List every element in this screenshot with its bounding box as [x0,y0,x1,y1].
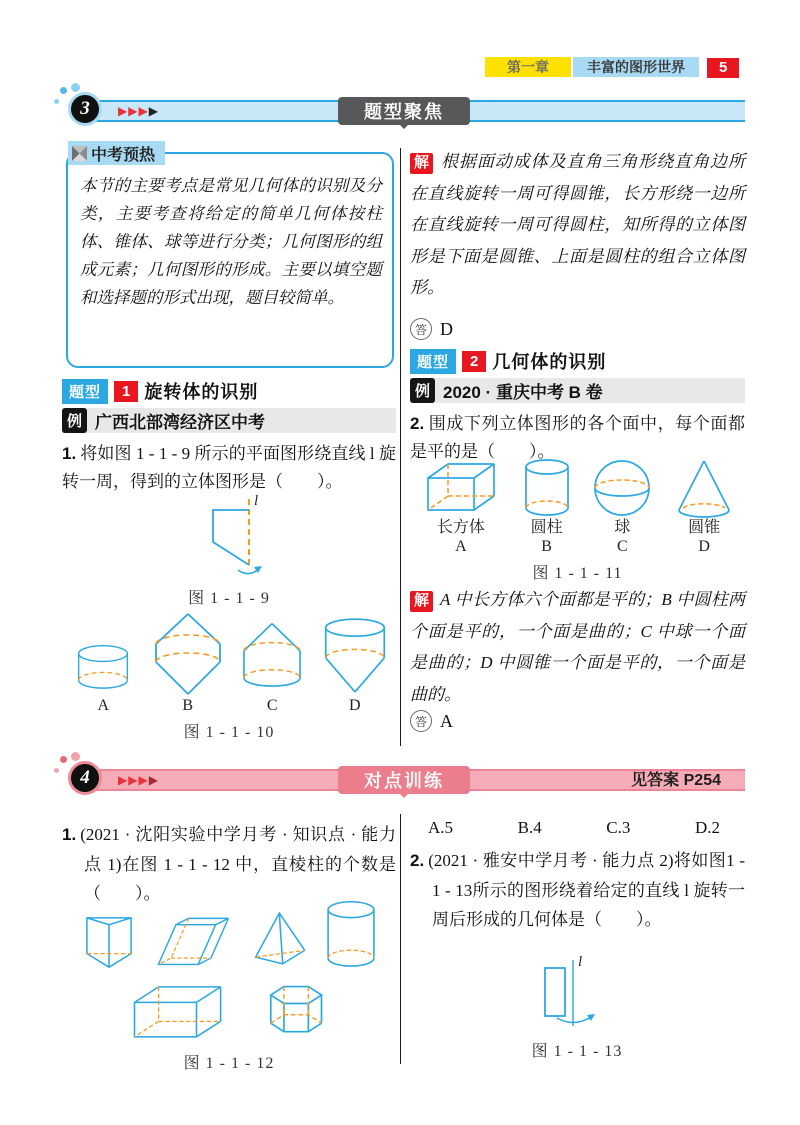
cone-on-cylinder-figure [238,620,306,696]
solid-cuboid [421,458,501,556]
answer-row-1 [410,318,453,340]
answer-reference: 见答案 P254 [631,772,721,789]
training-section-number: 4 [68,761,102,795]
question-text: (2021 · 雅安中学月考 · 能力点 2)将如图1 - 1 - 13所示的图形绕着给定的直线 l 旋转一周后形成的几何体是（ ）。 [428,851,745,929]
answer-value: D [440,318,453,339]
axis-line-label: l [578,954,583,970]
exam-preview-text: 本节的主要考点是常见几何体的识别及分类，主要考查将给定的简单几何体按柱体、锥体、球等进行分类；几何图形的组成元素；几何图形的形成。主要以填空题和选择题的形式出现，题目较简单。 [80,176,382,307]
cylinder-figure [69,630,137,696]
sphere-figure [592,458,652,518]
figure-caption: 图 1 - 1 - 11 [532,565,623,582]
page-number: 5 [707,58,739,78]
cylinder-on-cone-figure [321,616,389,696]
rotation-rectangle-figure [517,958,637,1034]
option-d: D.2 [694,818,720,837]
question-number: 2. [410,414,425,433]
question-number: 1. [62,444,77,463]
figure-1-1-12-row-1 [80,900,378,974]
figure-1-1-11-row [410,458,745,556]
decor-dot [71,83,80,92]
solid-letter: D [698,538,710,555]
figure-caption: 图 1 - 1 - 10 [183,724,275,741]
solid-name: 球 [614,519,631,536]
question-type-1-heading [62,378,258,404]
figure-1-1-12-row-2 [125,980,333,1042]
rotation-plane-figure [154,497,304,581]
type-number: 1 [114,381,138,402]
solid-sphere [592,458,652,556]
decor-dot [60,87,67,94]
question-text: 将如图 1 - 1 - 9 所示的平面图形绕直线 l 旋转一周，得到的立体图形是（ ）。 [62,444,396,491]
option-letter: D [348,697,361,714]
question-text: (2021 · 沈阳实验中学月考 · 知识点 · 能力点 1)在图 1 - 1 - 12 中，直棱柱的个数是（ ）。 [80,825,396,903]
chapter-title: 丰富的图形世界 [573,57,699,77]
cuboid-figure [421,458,501,518]
oblique-prism-figure [152,912,238,974]
banner-arrows-icon: ▶▶▶▶ [118,104,159,118]
cylinder-figure [523,458,571,518]
figure-1-1-9-canvas [154,493,304,581]
training-banner-title: 对点训练 [338,766,470,794]
option-solid-b [152,612,224,715]
type-title: 旋转体的识别 [144,382,259,402]
figure-1-1-13 [477,954,677,1061]
focus-section-number: 3 [68,92,102,126]
figure-1-1-11 [410,458,745,583]
answer-value: A [440,710,453,731]
column-divider [400,148,401,746]
answer-row-2 [410,710,453,732]
focus-banner-title: 题型聚焦 [338,97,470,125]
solid-letter: A [455,538,467,555]
figure-caption: 图 1 - 1 - 9 [188,590,270,607]
option-solid-c [238,620,306,715]
figure-caption: 图 1 - 1 - 12 [183,1055,275,1072]
page-header [485,57,739,78]
example-source: 广西北部湾经济区中考 [95,413,266,432]
solid-name: 圆柱 [530,519,563,536]
cuboid-figure [125,980,237,1042]
option-solid-d [321,616,389,715]
solution-1 [410,146,745,304]
question-text: 围成下列立体图形的各个面中，每个面都是平的是（ ）。 [410,414,745,461]
solid-cylinder [523,458,571,556]
cylinder-figure [324,900,378,974]
answer-badge: 答 [410,710,432,732]
solution-text: 根据面动成体及直角三角形绕直角边所在直线旋转一周可得圆锥，长方形绕一边所在直线旋转一周可得圆柱，知所得的立体图形是下面是圆锥、上面是圆柱的组合立体图形。 [410,152,745,297]
example-source-row-1 [62,408,396,433]
figure-1-1-10-row [62,612,396,715]
solution-tag: 解 [410,153,433,174]
decor-dot [71,752,80,761]
option-solid-a [69,630,137,715]
type-tag: 题型 [62,379,108,404]
solution-tag: 解 [410,591,433,612]
question-number: 2. [410,851,425,870]
solid-name: 长方体 [436,519,485,536]
solid-name: 圆锥 [688,519,721,536]
options-row [428,818,720,838]
exam-preview-label [68,141,165,165]
decor-dot [60,756,67,763]
solution-text: A 中长方体六个面都是平的；B 中圆柱两个面是平的，一个面是曲的；C 中球一个面是曲的；D 中圆锥一个面是平的，一个面是曲的。 [410,590,745,704]
option-b: B.4 [517,818,542,837]
hexagonal-prism-figure [263,980,333,1042]
type-number: 2 [462,351,486,372]
question-number: 1. [62,825,77,844]
answer-badge: 答 [410,318,432,340]
question-type-2-heading [410,348,606,374]
option-letter: A [97,697,110,714]
figure-1-1-10 [62,612,396,742]
column-divider [400,814,401,1064]
pinwheel-icon [72,146,87,161]
example-source: 2020 · 重庆中考 B 卷 [443,383,603,402]
option-c: C.3 [606,818,631,837]
question-1 [62,440,396,496]
solid-cone [674,458,734,556]
example-tag: 例 [62,408,87,433]
chapter-label: 第一章 [485,57,571,77]
option-letter: B [182,697,194,714]
triangular-prism-figure [80,906,138,974]
figure-1-1-13-canvas [517,954,637,1034]
exam-preview-label-text: 中考预热 [91,146,156,164]
solution-2 [410,584,745,710]
decor-dot [54,768,59,773]
type-tag: 题型 [410,349,456,374]
solid-letter: B [541,538,552,555]
solid-letter: C [617,538,628,555]
banner-arrows-icon: ▶▶▶▶ [118,773,159,787]
pyramid-figure [252,908,310,974]
type-title: 几何体的识别 [492,352,607,372]
training-question-1 [62,820,396,909]
decor-dot [54,99,59,104]
figure-1-1-12 [62,900,396,1073]
option-a: A.5 [428,818,454,837]
example-tag: 例 [410,378,435,403]
option-letter: C [266,697,278,714]
axis-line-label: l [254,493,259,509]
figure-1-1-9 [62,493,396,608]
bicone-figure [152,612,224,696]
example-source-row-2 [410,378,745,403]
cone-figure [674,458,734,518]
figure-caption: 图 1 - 1 - 13 [531,1043,623,1060]
training-question-2 [410,846,745,935]
